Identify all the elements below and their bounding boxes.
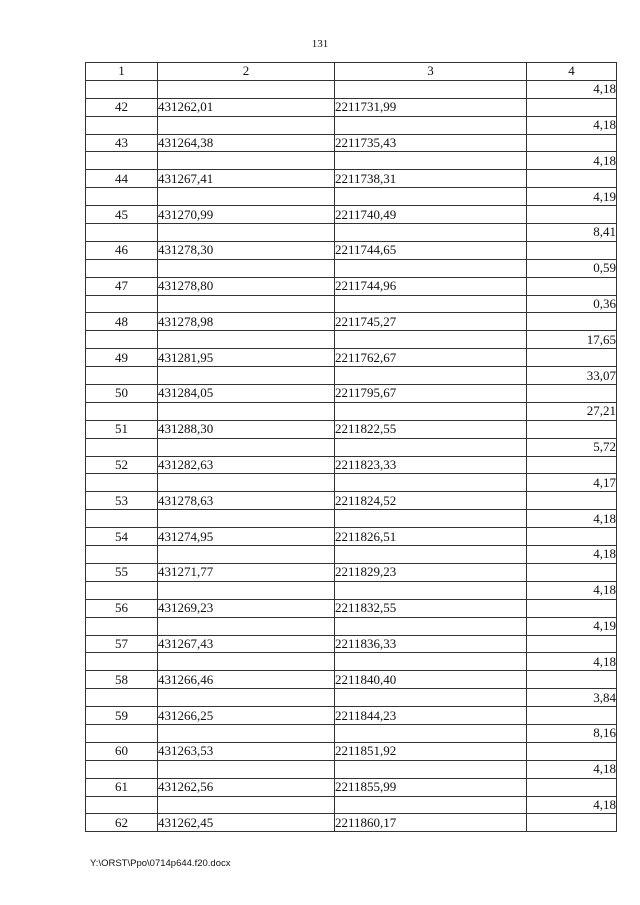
y-coordinate-cell: 2211823,33 — [335, 456, 527, 474]
point-number-cell: 48 — [86, 313, 158, 331]
point-number-cell: 44 — [86, 170, 158, 188]
distance-cell — [527, 742, 617, 760]
x-coordinate-cell — [158, 796, 335, 814]
distance-cell — [527, 707, 617, 725]
point-number-cell — [86, 152, 158, 170]
distance-cell — [527, 98, 617, 116]
table-row — [86, 420, 617, 438]
y-coordinate-cell: 2211738,31 — [335, 170, 527, 188]
point-number-cell: 59 — [86, 707, 158, 725]
y-coordinate-cell: 2211826,51 — [335, 528, 527, 546]
distance-cell — [527, 671, 617, 689]
table-row — [86, 653, 617, 671]
table-row — [86, 80, 617, 98]
x-coordinate-cell — [158, 116, 335, 134]
x-coordinate-cell: 431278,98 — [158, 313, 335, 331]
table-row — [86, 206, 617, 224]
distance-cell: 4,18 — [527, 80, 617, 98]
point-number-cell: 55 — [86, 563, 158, 581]
table-row — [86, 349, 617, 367]
point-number-cell: 57 — [86, 635, 158, 653]
distance-cell — [527, 170, 617, 188]
distance-cell — [527, 277, 617, 295]
point-number-cell: 43 — [86, 134, 158, 152]
distance-cell — [527, 206, 617, 224]
y-coordinate-cell — [335, 760, 527, 778]
x-coordinate-cell: 431262,01 — [158, 98, 335, 116]
y-coordinate-cell — [335, 188, 527, 206]
table-row — [86, 456, 617, 474]
x-coordinate-cell: 431278,63 — [158, 492, 335, 510]
y-coordinate-cell — [335, 474, 527, 492]
x-coordinate-cell — [158, 188, 335, 206]
point-number-cell — [86, 796, 158, 814]
y-coordinate-cell — [335, 510, 527, 528]
point-number-cell — [86, 546, 158, 564]
y-coordinate-cell — [335, 724, 527, 742]
distance-cell: 8,41 — [527, 224, 617, 242]
table-row — [86, 438, 617, 456]
y-coordinate-cell: 2211762,67 — [335, 349, 527, 367]
distance-cell: 4,18 — [527, 653, 617, 671]
page-number: 131 — [311, 38, 329, 50]
point-number-cell: 46 — [86, 241, 158, 259]
x-coordinate-cell — [158, 402, 335, 420]
distance-cell: 8,16 — [527, 724, 617, 742]
distance-cell: 4,18 — [527, 796, 617, 814]
point-number-cell — [86, 116, 158, 134]
table-row — [86, 546, 617, 564]
distance-cell: 4,18 — [527, 546, 617, 564]
y-coordinate-cell — [335, 581, 527, 599]
table-row — [86, 528, 617, 546]
distance-cell: 4,17 — [527, 474, 617, 492]
x-coordinate-cell: 431262,45 — [158, 814, 335, 832]
table-row — [86, 474, 617, 492]
table-row — [86, 170, 617, 188]
y-coordinate-cell: 2211844,23 — [335, 707, 527, 725]
distance-cell — [527, 528, 617, 546]
y-coordinate-cell — [335, 546, 527, 564]
x-coordinate-cell — [158, 367, 335, 385]
point-number-cell — [86, 188, 158, 206]
x-coordinate-cell — [158, 474, 335, 492]
table-row — [86, 367, 617, 385]
x-coordinate-cell — [158, 581, 335, 599]
x-coordinate-cell — [158, 653, 335, 671]
coordinates-table — [85, 62, 617, 832]
point-number-cell: 62 — [86, 814, 158, 832]
column-header-1: 1 — [86, 63, 158, 81]
x-coordinate-cell: 431270,99 — [158, 206, 335, 224]
point-number-cell: 53 — [86, 492, 158, 510]
table-row — [86, 331, 617, 349]
distance-cell: 27,21 — [527, 402, 617, 420]
y-coordinate-cell: 2211840,40 — [335, 671, 527, 689]
x-coordinate-cell: 431264,38 — [158, 134, 335, 152]
point-number-cell — [86, 653, 158, 671]
y-coordinate-cell: 2211836,33 — [335, 635, 527, 653]
distance-cell: 4,19 — [527, 188, 617, 206]
x-coordinate-cell — [158, 80, 335, 98]
x-coordinate-cell — [158, 689, 335, 707]
table-row — [86, 581, 617, 599]
distance-cell — [527, 814, 617, 832]
y-coordinate-cell — [335, 116, 527, 134]
x-coordinate-cell — [158, 510, 335, 528]
table-row — [86, 492, 617, 510]
point-number-cell — [86, 724, 158, 742]
point-number-cell — [86, 402, 158, 420]
x-coordinate-cell: 431267,43 — [158, 635, 335, 653]
x-coordinate-cell: 431262,56 — [158, 778, 335, 796]
distance-cell — [527, 349, 617, 367]
x-coordinate-cell — [158, 438, 335, 456]
distance-cell — [527, 420, 617, 438]
distance-cell — [527, 563, 617, 581]
point-number-cell: 45 — [86, 206, 158, 224]
table-row — [86, 796, 617, 814]
point-number-cell: 51 — [86, 420, 158, 438]
table-row — [86, 259, 617, 277]
x-coordinate-cell — [158, 295, 335, 313]
table-row — [86, 313, 617, 331]
x-coordinate-cell: 431278,30 — [158, 241, 335, 259]
distance-cell: 3,84 — [527, 689, 617, 707]
table-row — [86, 385, 617, 403]
point-number-cell — [86, 331, 158, 349]
x-coordinate-cell: 431282,63 — [158, 456, 335, 474]
y-coordinate-cell — [335, 689, 527, 707]
point-number-cell — [86, 367, 158, 385]
distance-cell — [527, 385, 617, 403]
y-coordinate-cell: 2211829,23 — [335, 563, 527, 581]
point-number-cell — [86, 224, 158, 242]
x-coordinate-cell — [158, 617, 335, 635]
table-header-row — [86, 63, 617, 81]
distance-cell — [527, 456, 617, 474]
x-coordinate-cell — [158, 724, 335, 742]
table-row — [86, 689, 617, 707]
point-number-cell: 58 — [86, 671, 158, 689]
point-number-cell — [86, 510, 158, 528]
y-coordinate-cell — [335, 653, 527, 671]
distance-cell: 4,19 — [527, 617, 617, 635]
distance-cell: 17,65 — [527, 331, 617, 349]
column-header-4: 4 — [527, 63, 617, 81]
distance-cell: 0,36 — [527, 295, 617, 313]
point-number-cell — [86, 80, 158, 98]
table-row — [86, 599, 617, 617]
x-coordinate-cell: 431266,46 — [158, 671, 335, 689]
y-coordinate-cell: 2211824,52 — [335, 492, 527, 510]
x-coordinate-cell: 431266,25 — [158, 707, 335, 725]
y-coordinate-cell: 2211740,49 — [335, 206, 527, 224]
table-body — [86, 80, 617, 831]
point-number-cell: 56 — [86, 599, 158, 617]
distance-cell: 4,18 — [527, 760, 617, 778]
x-coordinate-cell — [158, 224, 335, 242]
y-coordinate-cell — [335, 438, 527, 456]
y-coordinate-cell: 2211860,17 — [335, 814, 527, 832]
table-row — [86, 224, 617, 242]
distance-cell: 5,72 — [527, 438, 617, 456]
y-coordinate-cell — [335, 295, 527, 313]
table-row — [86, 760, 617, 778]
point-number-cell — [86, 295, 158, 313]
y-coordinate-cell — [335, 331, 527, 349]
x-coordinate-cell: 431284,05 — [158, 385, 335, 403]
distance-cell — [527, 778, 617, 796]
x-coordinate-cell — [158, 152, 335, 170]
y-coordinate-cell — [335, 259, 527, 277]
point-number-cell — [86, 259, 158, 277]
distance-cell: 4,18 — [527, 510, 617, 528]
y-coordinate-cell: 2211795,67 — [335, 385, 527, 403]
distance-cell — [527, 241, 617, 259]
distance-cell — [527, 313, 617, 331]
table-row — [86, 510, 617, 528]
distance-cell: 4,18 — [527, 152, 617, 170]
table-row — [86, 724, 617, 742]
table-row — [86, 778, 617, 796]
point-number-cell: 50 — [86, 385, 158, 403]
table-row — [86, 742, 617, 760]
y-coordinate-cell — [335, 796, 527, 814]
point-number-cell — [86, 438, 158, 456]
table-row — [86, 241, 617, 259]
x-coordinate-cell — [158, 259, 335, 277]
x-coordinate-cell — [158, 546, 335, 564]
table-row — [86, 671, 617, 689]
table-row — [86, 635, 617, 653]
table-row — [86, 277, 617, 295]
table-row — [86, 116, 617, 134]
y-coordinate-cell — [335, 152, 527, 170]
table-row — [86, 98, 617, 116]
y-coordinate-cell: 2211855,99 — [335, 778, 527, 796]
table-row — [86, 707, 617, 725]
point-number-cell — [86, 617, 158, 635]
x-coordinate-cell: 431271,77 — [158, 563, 335, 581]
y-coordinate-cell: 2211745,27 — [335, 313, 527, 331]
y-coordinate-cell — [335, 80, 527, 98]
column-header-2: 2 — [158, 63, 335, 81]
point-number-cell: 52 — [86, 456, 158, 474]
distance-cell — [527, 134, 617, 152]
table-row — [86, 152, 617, 170]
table-row — [86, 814, 617, 832]
x-coordinate-cell: 431269,23 — [158, 599, 335, 617]
x-coordinate-cell — [158, 760, 335, 778]
distance-cell — [527, 492, 617, 510]
x-coordinate-cell: 431281,95 — [158, 349, 335, 367]
table-row — [86, 402, 617, 420]
x-coordinate-cell: 431267,41 — [158, 170, 335, 188]
distance-cell — [527, 599, 617, 617]
point-number-cell — [86, 581, 158, 599]
table-row — [86, 617, 617, 635]
distance-cell: 4,18 — [527, 581, 617, 599]
x-coordinate-cell: 431278,80 — [158, 277, 335, 295]
x-coordinate-cell: 431274,95 — [158, 528, 335, 546]
point-number-cell: 49 — [86, 349, 158, 367]
y-coordinate-cell — [335, 402, 527, 420]
point-number-cell: 61 — [86, 778, 158, 796]
y-coordinate-cell: 2211731,99 — [335, 98, 527, 116]
file-path-footer: Y:\ORST\Ppo\0714p644.f20.docx — [90, 858, 231, 869]
y-coordinate-cell: 2211744,96 — [335, 277, 527, 295]
y-coordinate-cell: 2211851,92 — [335, 742, 527, 760]
column-header-3: 3 — [335, 63, 527, 81]
table-row — [86, 563, 617, 581]
point-number-cell: 47 — [86, 277, 158, 295]
point-number-cell — [86, 474, 158, 492]
point-number-cell — [86, 760, 158, 778]
table-row — [86, 188, 617, 206]
point-number-cell — [86, 689, 158, 707]
y-coordinate-cell: 2211822,55 — [335, 420, 527, 438]
point-number-cell: 54 — [86, 528, 158, 546]
distance-cell: 0,59 — [527, 259, 617, 277]
table-row — [86, 295, 617, 313]
point-number-cell: 42 — [86, 98, 158, 116]
y-coordinate-cell — [335, 617, 527, 635]
y-coordinate-cell: 2211832,55 — [335, 599, 527, 617]
distance-cell: 33,07 — [527, 367, 617, 385]
distance-cell — [527, 635, 617, 653]
x-coordinate-cell: 431288,30 — [158, 420, 335, 438]
table-row — [86, 134, 617, 152]
y-coordinate-cell — [335, 367, 527, 385]
y-coordinate-cell — [335, 224, 527, 242]
y-coordinate-cell: 2211744,65 — [335, 241, 527, 259]
distance-cell: 4,18 — [527, 116, 617, 134]
x-coordinate-cell — [158, 331, 335, 349]
point-number-cell: 60 — [86, 742, 158, 760]
y-coordinate-cell: 2211735,43 — [335, 134, 527, 152]
x-coordinate-cell: 431263,53 — [158, 742, 335, 760]
